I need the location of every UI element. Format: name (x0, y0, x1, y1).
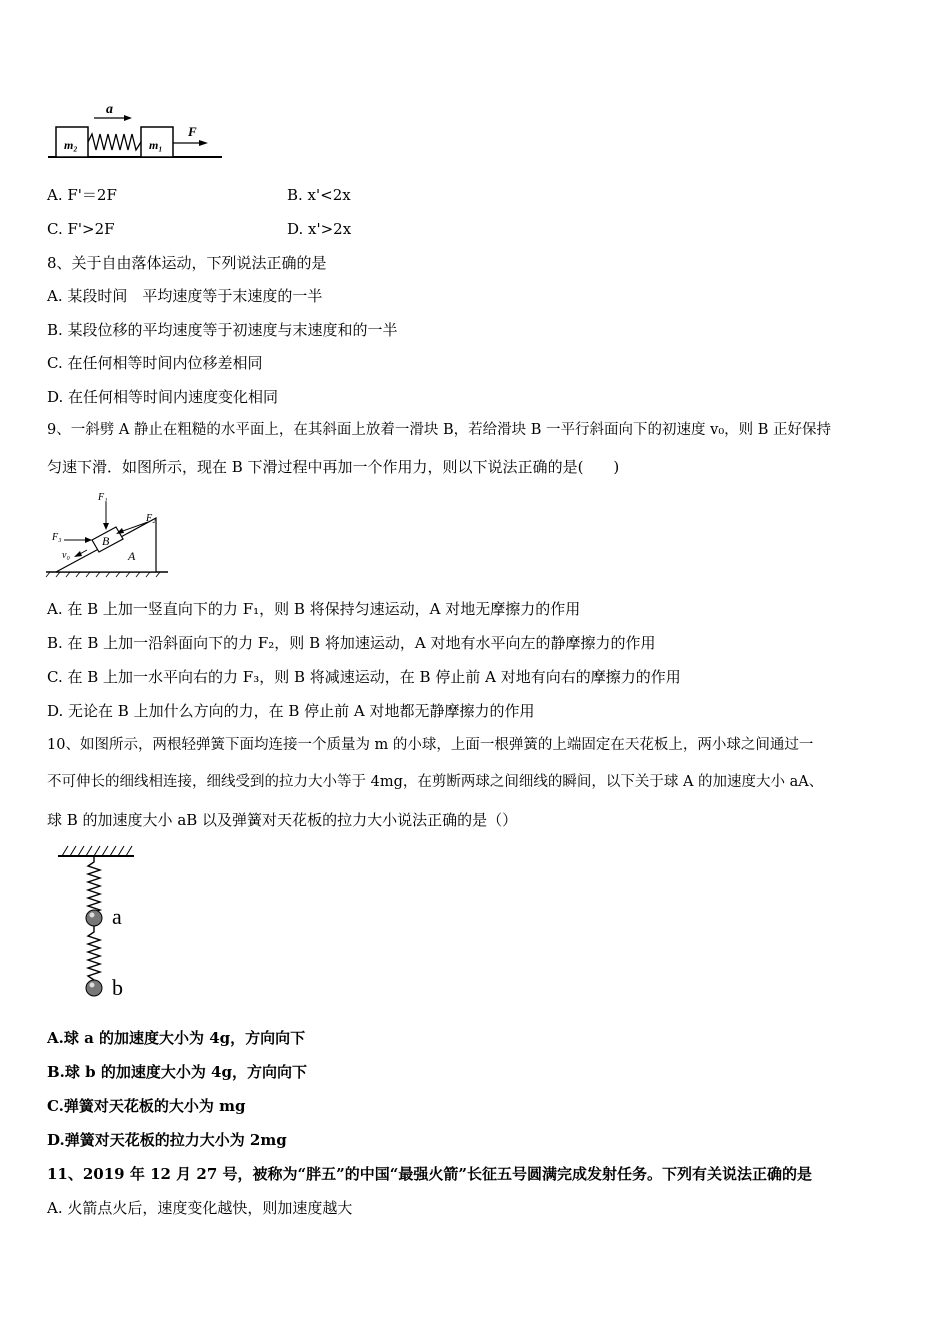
q11-stem: 11、2019 年 12 月 27 号，被称为“胖五”的中国“最强火箭”长征五号圆满完成发射任务。下列有关说法正确的是 (47, 1165, 812, 1183)
q9-stem-line1: 9、一斜劈 A 静止在粗糙的水平面上，在其斜面上放着一滑块 B，若给滑块 B 一平行斜面向下的初速度 v₀，则 B 正好保持 (47, 422, 832, 438)
q9-option-d: D. 无论在 B 上加什么方向的力，在 B 停止前 A 对地都无静摩擦力的作用 (47, 702, 535, 720)
q10-option-c: C.弹簧对天花板的大小为 mg (47, 1097, 246, 1115)
block-m1-label: m₁ (149, 138, 163, 152)
q10-option-d: D.弹簧对天花板的拉力大小为 2mg (47, 1131, 287, 1149)
q9-stem-line2: 匀速下滑．如图所示，现在 B 下滑过程中再加一个作用力，则以下说法正确的是( ) (47, 458, 620, 476)
incline-figure (44, 488, 174, 578)
spring-blocks-figure (44, 96, 229, 166)
springs-balls-figure (52, 842, 142, 1002)
q10-stem-line1: 10、如图所示，两根轻弹簧下面均连接一个质量为 m 的小球，上面一根弹簧的上端固定在天花板上，两小球之间通过一 (47, 737, 814, 753)
f2-label: F₂ (146, 513, 156, 524)
q8-option-c: C. 在任何相等时间内位移差相同 (47, 354, 263, 372)
q10-option-a: A.球 a 的加速度大小为 4g，方向向下 (47, 1029, 306, 1047)
q9-option-a: A. 在 B 上加一竖直向下的力 F₁，则 B 将保持匀速运动，A 对地无摩擦力的作用 (47, 600, 581, 618)
accel-label: a (106, 102, 113, 117)
v0-label: v₀ (62, 550, 70, 561)
q8-option-d: D. 在任何相等时间内速度变化相同 (47, 388, 279, 406)
q9-option-c: C. 在 B 上加一水平向右的力 F₃，则 B 将减速运动，在 B 停止前 A 对地有向右的摩擦力的作用 (47, 668, 681, 686)
f3-label: F₃ (52, 532, 62, 543)
f1-label: F₁ (98, 492, 108, 503)
q10-stem-line2: 不可伸长的细线相连接，细线受到的拉力大小等于 4mg，在剪断两球之间细线的瞬间，以下关于球 A 的加速度大小 aA、 (47, 774, 824, 790)
q10-option-b: B.球 b 的加速度大小为 4g，方向向下 (47, 1063, 307, 1081)
force-label: F (188, 124, 197, 139)
q7-option-d: D. x'>2x (287, 220, 352, 238)
q8-stem: 8、关于自由落体运动，下列说法正确的是 (47, 254, 327, 272)
q7-option-b: B. x'<2x (287, 186, 351, 204)
wedge-a-label: A (128, 549, 136, 563)
ball-a-label: a (112, 904, 122, 929)
q7-option-a: A. F'＝2F (47, 186, 117, 204)
q8-option-a: A. 某段时间 平均速度等于末速度的一半 (47, 287, 323, 305)
block-b-label: B (102, 534, 110, 548)
q7-option-c: C. F'>2F (47, 220, 115, 238)
q11-option-a: A. 火箭点火后，速度变化越快，则加速度越大 (47, 1199, 353, 1217)
q9-option-b: B. 在 B 上加一沿斜面向下的力 F₂，则 B 将加速运动，A 对地有水平向左的静摩擦力的作用 (47, 634, 656, 652)
block-m2-label: m₂ (64, 138, 78, 152)
ball-b-label: b (112, 975, 123, 1000)
q10-stem-line3: 球 B 的加速度大小 aB 以及弹簧对天花板的拉力大小说法正确的是（） (47, 811, 518, 829)
q8-option-b: B. 某段位移的平均速度等于初速度与末速度和的一半 (47, 321, 398, 339)
